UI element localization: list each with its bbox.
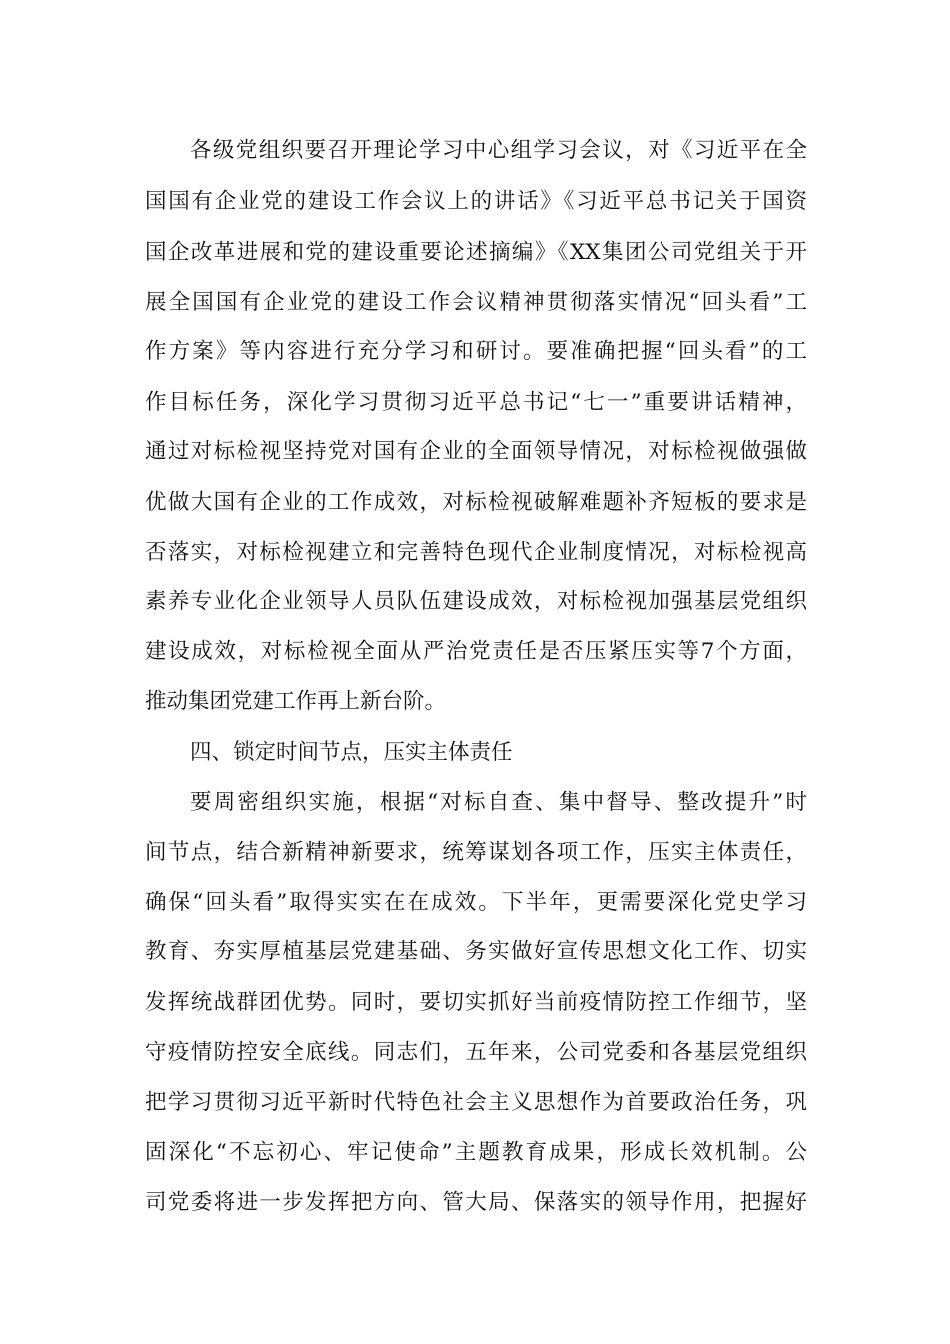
paragraph-1-line-6: 作目标任务，深化学习贯彻习近平总书记“七一”重要讲话精神，	[145, 390, 807, 415]
paragraph-1-line-10: 素养专业化企业领导人员队伍建设成效，对标检视加强基层党组织	[145, 589, 807, 614]
paragraph-2-line-9: 司党委将进一步发挥把方向、管大局、保落实的领导作用，把握好	[145, 1190, 807, 1215]
paragraph-1-line-11: 建设成效，对标检视全面从严治党责任是否压紧压实等7个方面，	[145, 639, 807, 664]
paragraph-1-line-1: 各级党组织要召开理论学习中心组学习会议，对《习近平在全	[190, 138, 807, 163]
paragraph-2-line-2: 间节点，结合新精神新要求，统筹谋划各项工作，压实主体责任，	[145, 840, 807, 865]
paragraph-2-line-4: 教育、夯实厚植基层党建基础、务实做好宣传思想文化工作、切实	[145, 939, 807, 964]
paragraph-2-line-8: 固深化“不忘初心、牢记使命”主题教育成果，形成长效机制。公	[145, 1140, 807, 1165]
paragraph-1-line-3: 国企改革进展和党的建设重要论述摘编》《XX集团公司党组关于开	[145, 240, 807, 265]
paragraph-2-line-3: 确保“回头看”取得实实在在成效。下半年，更需要深化党史学习	[145, 890, 807, 915]
section-heading: 四、锁定时间节点，压实主体责任	[190, 740, 513, 765]
paragraph-2-line-6: 守疫情防控安全底线。同志们，五年来，公司党委和各基层党组织	[145, 1040, 807, 1065]
paragraph-1-line-7: 通过对标检视坚持党对国有企业的全面领导情况，对标检视做强做	[145, 439, 807, 464]
paragraph-2-line-1: 要周密组织实施，根据“对标自查、集中督导、整改提升”时	[190, 790, 807, 815]
paragraph-1-line-4: 展全国国有企业党的建设工作会议精神贯彻落实情况“回头看”工	[145, 290, 807, 315]
paragraph-1-line-9: 否落实，对标检视建立和完善特色现代企业制度情况，对标检视高	[145, 540, 807, 565]
paragraph-1-line-8: 优做大国有企业的工作成效，对标检视破解难题补齐短板的要求是	[145, 490, 807, 515]
paragraph-1-line-12: 推动集团党建工作再上新台阶。	[145, 689, 447, 714]
paragraph-1-line-5: 作方案》等内容进行充分学习和研讨。要准确把握“回头看”的工	[145, 339, 807, 364]
paragraph-2-line-5: 发挥统战群团优势。同时，要切实抓好当前疫情防控工作细节，坚	[145, 990, 807, 1015]
paragraph-2-line-7: 把学习贯彻习近平新时代特色社会主义思想作为首要政治任务，巩	[145, 1090, 807, 1115]
paragraph-1-line-2: 国国有企业党的建设工作会议上的讲话》《习近平总书记关于国资	[145, 189, 807, 214]
